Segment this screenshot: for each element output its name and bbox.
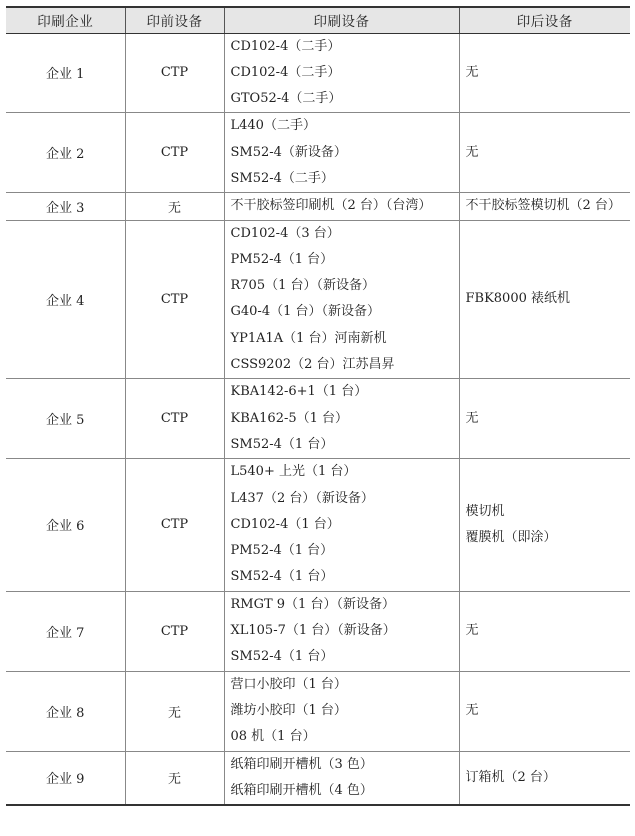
printing-equipment-item: L437（2 台）（新设备） [230, 490, 374, 506]
prepress-cell: CTP [125, 591, 224, 671]
table-row [6, 671, 630, 751]
printing-equipment-item: SM52-4（二手） [230, 170, 334, 186]
printing-equipment-item: SM52-4（新设备） [230, 144, 347, 160]
printing-cell [224, 220, 459, 379]
postpress-equipment-item: FBK8000 裱纸机 [465, 291, 571, 307]
header-postpress: 印后设备 [459, 7, 630, 33]
table-row [6, 459, 630, 591]
table-row [6, 591, 630, 671]
company-cell: 企业 7 [6, 591, 125, 671]
printing-equipment-item: 不干胶标签印刷机（2 台）（台湾） [230, 198, 432, 214]
printing-equipment-item: CD102-4（3 台） [230, 225, 340, 241]
printing-equipment-item: SM52-4（1 台） [230, 569, 334, 585]
table-body [6, 33, 630, 805]
printing-cell [224, 591, 459, 671]
company-cell: 企业 6 [6, 459, 125, 591]
printing-cell [224, 33, 459, 113]
printing-equipment-item: KBA142-6+1（1 台） [230, 384, 368, 400]
prepress-cell: CTP [125, 113, 224, 193]
header-prepress: 印前设备 [125, 7, 224, 33]
header-row [6, 7, 630, 33]
printing-equipment-item: YP1A1A（1 台）河南新机 [230, 330, 387, 346]
postpress-equipment-item: 无 [465, 623, 479, 639]
prepress-cell: CTP [125, 33, 224, 113]
printing-equipment-item: XL105-7（1 台）（新设备） [230, 623, 396, 639]
company-cell: 企业 9 [6, 751, 125, 805]
printing-cell [224, 193, 459, 220]
prepress-cell: 无 [125, 751, 224, 805]
company-cell: 企业 4 [6, 220, 125, 379]
company-cell: 企业 2 [6, 113, 125, 193]
printing-equipment-item: 潍坊小胶印（1 台） [230, 702, 347, 718]
printing-equipment-item: L440（二手） [230, 118, 316, 134]
table-row [6, 751, 630, 805]
printing-equipment-item: PM52-4（1 台） [230, 251, 334, 267]
table-row [6, 113, 630, 193]
printing-equipment-item: PM52-4（1 台） [230, 543, 334, 559]
printing-equipment-item: G40-4（1 台）（新设备） [230, 304, 380, 320]
printing-equipment-item: CD102-4（二手） [230, 38, 341, 54]
postpress-cell [459, 751, 630, 805]
table-row [6, 193, 630, 220]
table-row [6, 220, 630, 379]
printing-equipment-item: SM52-4（1 台） [230, 649, 334, 665]
printing-equipment-item: 营口小胶印（1 台） [230, 676, 347, 692]
company-cell: 企业 8 [6, 671, 125, 751]
table-row [6, 379, 630, 459]
header-printing: 印刷设备 [224, 7, 459, 33]
header-company: 印刷企业 [6, 7, 125, 33]
postpress-cell [459, 33, 630, 113]
company-cell: 企业 5 [6, 379, 125, 459]
printing-equipment-item: KBA162-5（1 台） [230, 410, 349, 426]
table-row [6, 33, 630, 113]
printing-cell [224, 671, 459, 751]
printing-cell [224, 113, 459, 193]
postpress-equipment-item: 订箱机（2 台） [465, 769, 556, 785]
company-cell: 企业 1 [6, 33, 125, 113]
printing-equipment-item: 纸箱印刷开槽机（3 色） [230, 756, 373, 772]
printing-equipment-item: 08 机（1 台） [230, 729, 316, 745]
printing-equipment-item: CD102-4（1 台） [230, 516, 340, 532]
prepress-cell: CTP [125, 459, 224, 591]
postpress-equipment-item: 不干胶标签模切机（2 台） [465, 198, 621, 214]
postpress-equipment-item: 无 [465, 702, 479, 718]
table-header [6, 7, 630, 33]
postpress-cell [459, 220, 630, 379]
prepress-cell: CTP [125, 220, 224, 379]
equipment-table [6, 6, 630, 806]
prepress-cell: CTP [125, 379, 224, 459]
postpress-equipment-item: 无 [465, 64, 479, 80]
postpress-cell [459, 459, 630, 591]
postpress-cell [459, 591, 630, 671]
postpress-equipment-item: 模切机 [465, 503, 505, 519]
postpress-cell [459, 193, 630, 220]
printing-cell [224, 751, 459, 805]
printing-equipment-item: 纸箱印刷开槽机（4 色） [230, 782, 373, 798]
printing-cell [224, 379, 459, 459]
postpress-cell [459, 671, 630, 751]
printing-equipment-item: CSS9202（2 台）江苏昌昇 [230, 357, 395, 373]
printing-equipment-item: L540+ 上光（1 台） [230, 464, 357, 480]
postpress-cell [459, 379, 630, 459]
printing-equipment-item: RMGT 9（1 台）（新设备） [230, 596, 395, 612]
prepress-cell: 无 [125, 671, 224, 751]
postpress-equipment-item: 覆膜机（即涂） [465, 529, 557, 545]
postpress-equipment-item: 无 [465, 144, 479, 160]
printing-equipment-item: CD102-4（二手） [230, 64, 341, 80]
printing-cell [224, 459, 459, 591]
printing-equipment-item: R705（1 台）（新设备） [230, 278, 376, 294]
printing-equipment-item: SM52-4（1 台） [230, 436, 334, 452]
postpress-cell [459, 113, 630, 193]
postpress-equipment-item: 无 [465, 410, 479, 426]
printing-equipment-item: GTO52-4（二手） [230, 91, 342, 107]
company-cell: 企业 3 [6, 193, 125, 220]
prepress-cell: 无 [125, 193, 224, 220]
